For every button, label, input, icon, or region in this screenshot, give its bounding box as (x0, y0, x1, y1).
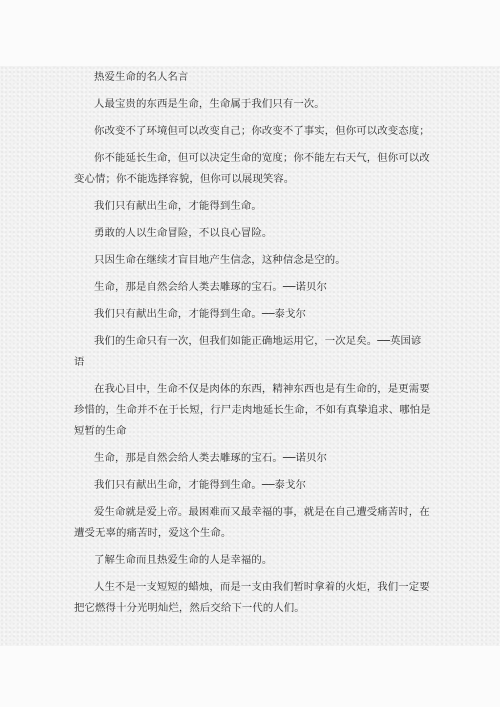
paragraph: 爱生命就是爱上帝。最困难而又最幸福的事，就是在自己遭受痛苦时，在 遭受无辜的痛苦时，爱这个生命。 (74, 506, 430, 539)
document-title: 热爱生命的名人名言 (94, 71, 189, 83)
paragraph: 人最宝贵的东西是生命，生命属于我们只有一次。 (94, 98, 325, 110)
paragraph: 在我心目中，生命不仅是肉体的东西，精神东西也是有生命的，是更需要 珍惜的，生命并不在于长短，行尸走肉地延长生命，不如有真挚追求、哪怕是 短暂的生命 (74, 383, 431, 437)
paragraph: 生命，那是自然会给人类去雕琢的宝石。──诺贝尔 (94, 452, 328, 464)
paragraph: 生命，那是自然会给人类去雕琢的宝石。──诺贝尔 (94, 281, 328, 293)
paragraph: 我们只有献出生命，才能得到生命。──泰戈尔 (94, 308, 307, 320)
paragraph: 你不能延长生命，但可以决定生命的宽度；你不能左右天气，但你可以改 变心情；你不能选择容貌，但你可以展现笑容。 (74, 152, 430, 185)
paragraph: 我们的生命只有一次，但我们如能正确地运用它，一次足矣。──英国谚 语 (74, 335, 422, 368)
paragraph: 我们只有献出生命，才能得到生命。──泰戈尔 (94, 479, 307, 491)
paragraph: 人生不是一支短短的蜡烛，而是一支由我们暂时拿着的火炬，我们一定要 把它燃得十分光明灿烂，然后交给下一代的人们。 (74, 581, 430, 614)
paragraph: 只因生命在继续才盲目地产生信念，这种信念是空的。 (94, 254, 346, 266)
paragraph: 你改变不了环境但可以改变自己；你改变不了事实，但你可以改变态度； (94, 125, 430, 137)
paragraph: 勇敢的人以生命冒险，不以良心冒险。 (94, 227, 273, 239)
document-body (74, 66, 431, 619)
paragraph: 我们只有献出生命，才能得到生命。 (94, 200, 262, 212)
paragraph: 了解生命而且热爱生命的人是幸福的。 (94, 554, 273, 566)
